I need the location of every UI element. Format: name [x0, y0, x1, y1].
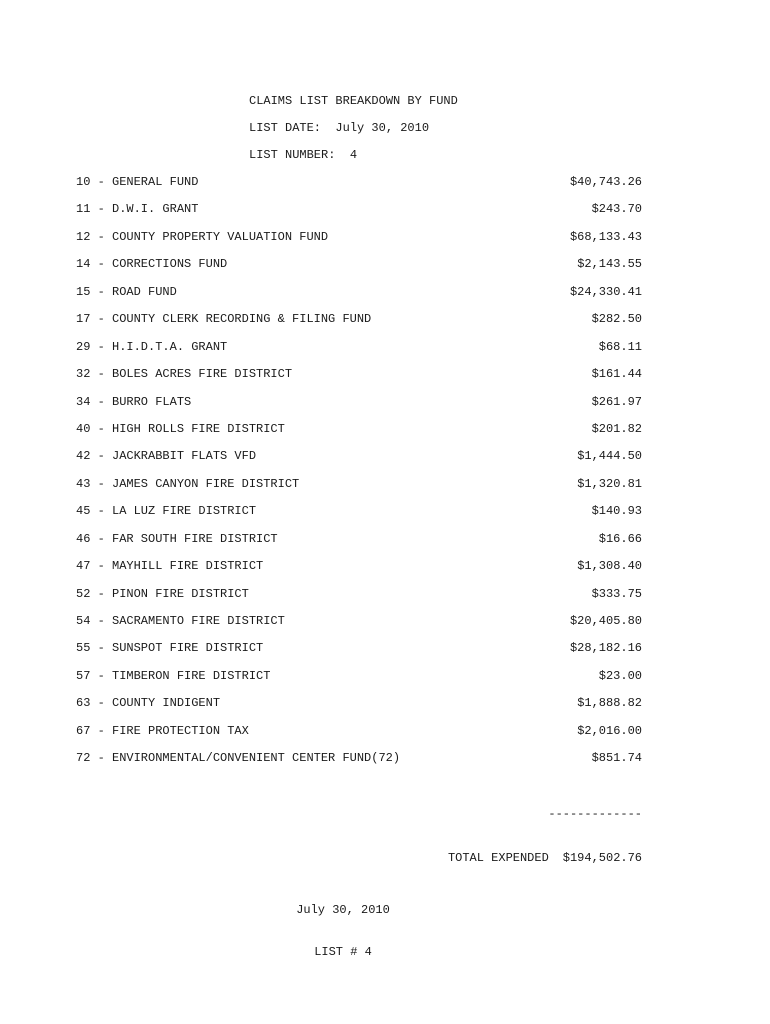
- fund-amount: $28,182.16: [569, 641, 642, 656]
- fund-row: [76, 532, 642, 559]
- fund-amount: $23.00: [598, 668, 642, 683]
- fund-amount: $161.44: [591, 367, 642, 382]
- fund-amount: $20,405.80: [569, 614, 642, 628]
- fund-amount: $24,330.41: [569, 284, 642, 299]
- fund-name: 63 - COUNTY INDIGENT: [76, 696, 221, 711]
- fund-name: 14 - CORRECTIONS FUND: [76, 257, 228, 272]
- fund-row: [76, 422, 642, 449]
- fund-amount: $68,133.43: [569, 229, 642, 244]
- fund-amount: $243.70: [591, 202, 642, 217]
- fund-amount: $140.93: [591, 504, 642, 519]
- fund-row: [76, 340, 642, 367]
- footer-list-number: LIST # 4: [314, 945, 372, 959]
- fund-row: [76, 175, 642, 202]
- fund-amount: $1,308.40: [577, 559, 642, 574]
- fund-name: 52 - PINON FIRE DISTRICT: [76, 586, 249, 601]
- fund-row: [76, 614, 642, 641]
- fund-amount: $1,444.50: [577, 449, 642, 464]
- footer: [292, 875, 394, 973]
- fund-row: [76, 312, 642, 339]
- fund-list: [76, 175, 642, 779]
- list-date: LIST DATE: July 30, 2010: [249, 121, 430, 135]
- fund-name: 72 - ENVIRONMENTAL/CONVENIENT CENTER FUND(72): [76, 751, 401, 766]
- fund-row: [76, 367, 642, 394]
- fund-amount: $1,320.81: [577, 476, 642, 491]
- fund-amount: $261.97: [591, 394, 642, 409]
- fund-row: [76, 696, 642, 723]
- total-line: [448, 851, 642, 865]
- fund-row: [76, 559, 642, 586]
- fund-name: 12 - COUNTY PROPERTY VALUATION FUND: [76, 229, 329, 244]
- fund-amount: $68.11: [598, 339, 642, 354]
- fund-name: 32 - BOLES ACRES FIRE DISTRICT: [76, 367, 293, 382]
- fund-name: 47 - MAYHILL FIRE DISTRICT: [76, 559, 264, 574]
- fund-row: [76, 724, 642, 751]
- fund-amount: $851.74: [591, 751, 642, 766]
- fund-row: [76, 202, 642, 229]
- fund-name: 40 - HIGH ROLLS FIRE DISTRICT: [76, 421, 285, 436]
- fund-name: 15 - ROAD FUND: [76, 284, 177, 299]
- fund-name: 11 - D.W.I. GRANT: [76, 202, 199, 217]
- fund-row: [76, 641, 642, 668]
- fund-name: 55 - SUNSPOT FIRE DISTRICT: [76, 641, 264, 656]
- list-number: LIST NUMBER: 4: [249, 148, 358, 162]
- fund-amount: $2,143.55: [577, 257, 642, 272]
- fund-amount: $201.82: [591, 421, 642, 436]
- fund-name: 54 - SACRAMENTO FIRE DISTRICT: [76, 614, 285, 628]
- fund-name: 46 - FAR SOUTH FIRE DISTRICT: [76, 531, 278, 546]
- fund-amount: $40,743.26: [569, 175, 642, 189]
- fund-row: [76, 751, 642, 778]
- fund-name: 67 - FIRE PROTECTION TAX: [76, 723, 249, 738]
- total-rule: -------------: [548, 807, 642, 821]
- fund-row: [76, 285, 642, 312]
- fund-name: 45 - LA LUZ FIRE DISTRICT: [76, 504, 257, 519]
- fund-row: [76, 449, 642, 476]
- fund-row: [76, 230, 642, 257]
- fund-name: 42 - JACKRABBIT FLATS VFD: [76, 449, 257, 464]
- fund-row: [76, 395, 642, 422]
- footer-date: July 30, 2010: [296, 903, 390, 917]
- fund-row: [76, 477, 642, 504]
- fund-row: [76, 587, 642, 614]
- fund-amount: $282.50: [591, 312, 642, 327]
- fund-row: [76, 669, 642, 696]
- fund-name: 10 - GENERAL FUND: [76, 175, 199, 189]
- fund-name: 57 - TIMBERON FIRE DISTRICT: [76, 668, 271, 683]
- report-title: CLAIMS LIST BREAKDOWN BY FUND: [249, 94, 458, 108]
- total-amount: $194,502.76: [562, 851, 642, 865]
- fund-row: [76, 257, 642, 284]
- fund-name: 17 - COUNTY CLERK RECORDING & FILING FUND: [76, 312, 372, 327]
- fund-amount: $2,016.00: [577, 723, 642, 738]
- fund-amount: $1,888.82: [577, 696, 642, 711]
- fund-amount: $16.66: [598, 531, 642, 546]
- fund-name: 29 - H.I.D.T.A. GRANT: [76, 339, 228, 354]
- fund-amount: $333.75: [591, 586, 642, 601]
- fund-name: 34 - BURRO FLATS: [76, 394, 192, 409]
- total-label: TOTAL EXPENDED: [447, 851, 549, 865]
- fund-name: 43 - JAMES CANYON FIRE DISTRICT: [76, 476, 300, 491]
- fund-row: [76, 504, 642, 531]
- total-block: [448, 779, 642, 879]
